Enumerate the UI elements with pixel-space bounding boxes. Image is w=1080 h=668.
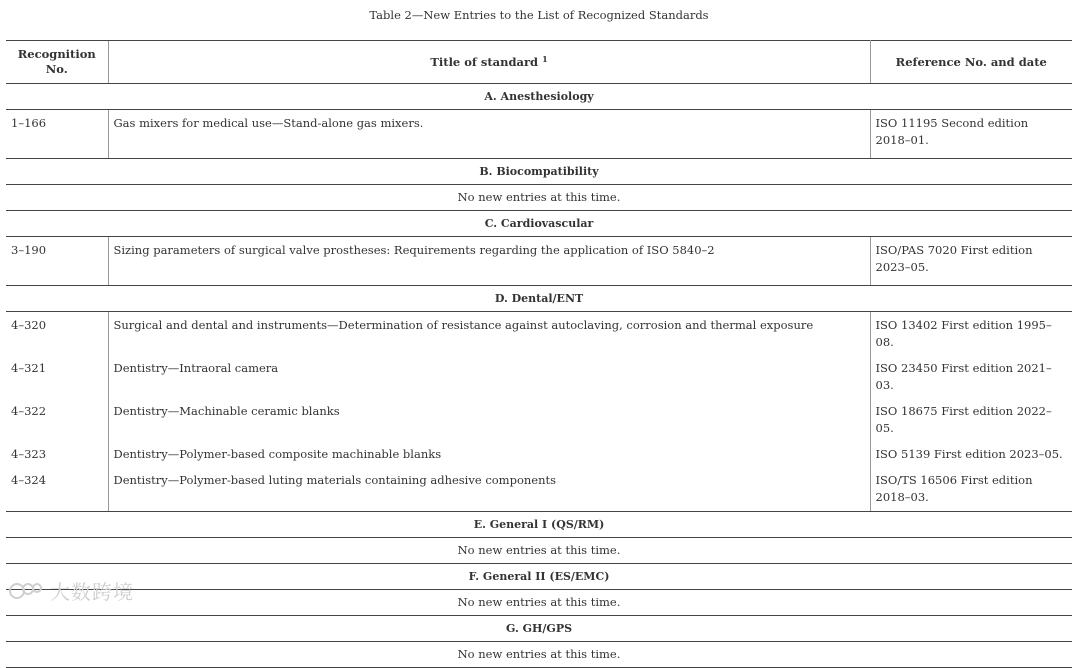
standard-title: Dentistry—Polymer-based luting materials containing adhesive components (108, 463, 870, 512)
no-entries-text: No new entries at this time. (6, 538, 1072, 564)
standard-title: Dentistry—Machinable ceramic blanks (108, 394, 870, 437)
standard-title: Sizing parameters of surgical valve prostheses: Requirements regarding the application of ISO 5840–2 (108, 237, 870, 286)
no-entries-row (6, 185, 1072, 211)
section-heading (6, 84, 1072, 110)
recognition-number: 1–166 (6, 110, 108, 159)
section-heading-text: E. General I (QS/RM) (6, 512, 1072, 538)
table-row (6, 351, 1072, 394)
recognition-number: 4–324 (6, 463, 108, 512)
section-heading (6, 159, 1072, 185)
section-heading (6, 564, 1072, 590)
section-heading-text: C. Cardiovascular (6, 211, 1072, 237)
reference-number: ISO 5139 First edition 2023–05. (875, 447, 1063, 461)
section-heading-text: A. Anesthesiology (6, 84, 1072, 110)
section-heading (6, 286, 1072, 312)
standard-title: Dentistry—Polymer-based composite machinable blanks (108, 437, 870, 463)
no-entries-row (6, 538, 1072, 564)
reference-number: ISO 23450 First edition 2021–03. (875, 361, 1052, 392)
table-row (6, 110, 1072, 159)
recognition-number: 4–322 (11, 404, 47, 418)
recognition-label-1: Recognition (17, 47, 96, 61)
section-heading-text: D. Dental/ENT (6, 286, 1072, 312)
section-heading (6, 512, 1072, 538)
reference-number: ISO/PAS 7020 First edition 2023–05. (870, 237, 1072, 286)
title-label: Title of standard (430, 54, 539, 69)
table-row (6, 237, 1072, 286)
standard-title: Gas mixers for medical use—Stand-alone gas mixers. (108, 110, 870, 159)
no-entries-row (6, 642, 1072, 668)
table-row (6, 312, 1072, 352)
col-header-recognition (6, 41, 108, 84)
standards-table (6, 40, 1072, 668)
footnote-marker: 1 (542, 53, 548, 64)
table-caption: Table 2—New Entries to the List of Recognized Standards (369, 8, 709, 22)
col-header-reference: Reference No. and date (870, 41, 1072, 84)
recognition-number: 4–321 (11, 361, 47, 375)
watermark (8, 576, 134, 605)
reference-number: ISO 13402 First edition 1995–08. (875, 318, 1052, 349)
no-entries-text: No new entries at this time. (6, 642, 1072, 668)
recognition-number: 4–320 (11, 318, 47, 332)
reference-number: ISO 11195 Second edition 2018–01. (870, 110, 1072, 159)
section-heading-text: F. General II (ES/EMC) (6, 564, 1072, 590)
recognition-number: 3–190 (6, 237, 108, 286)
table-row (6, 463, 1072, 512)
no-entries-text: No new entries at this time. (6, 185, 1072, 211)
recognition-label-2: No. (45, 62, 68, 76)
section-heading-text: G. GH/GPS (6, 616, 1072, 642)
watermark-text: 大数跨境 (50, 580, 134, 604)
no-entries-row (6, 590, 1072, 616)
header-row (6, 41, 1072, 84)
table-row (6, 437, 1072, 463)
table-row (6, 394, 1072, 437)
standard-title: Surgical and dental and instruments—Determination of resistance against autoclaving, corrosion and thermal exposure (108, 312, 870, 352)
section-heading-text: B. Biocompatibility (6, 159, 1072, 185)
section-heading (6, 211, 1072, 237)
recognition-number: 4–323 (11, 447, 47, 461)
reference-number: ISO/TS 16506 First edition 2018–03. (870, 463, 1072, 512)
reference-number: ISO 18675 First edition 2022–05. (875, 404, 1052, 435)
watermark-logo-icon (8, 580, 44, 602)
section-heading (6, 616, 1072, 642)
no-entries-text: No new entries at this time. (6, 590, 1072, 616)
standard-title: Dentistry—Intraoral camera (108, 351, 870, 394)
col-header-title (108, 41, 870, 84)
